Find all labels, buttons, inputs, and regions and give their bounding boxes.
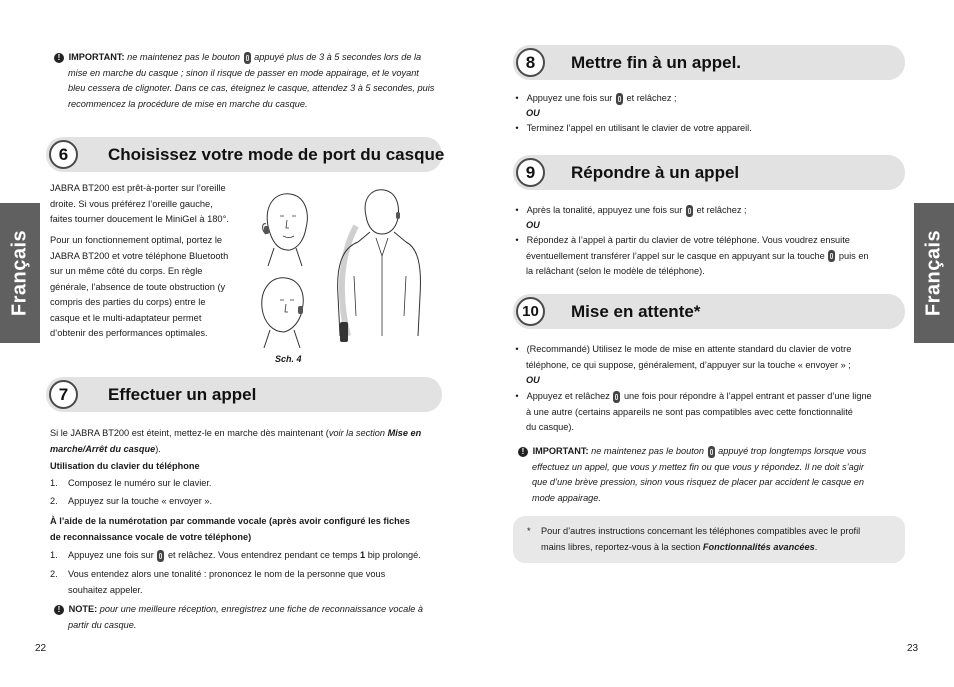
warning-icon: ! — [54, 53, 64, 63]
bullet-text: une fois pour répondre à l’appel entrant et passer d’une ligne — [623, 391, 872, 401]
bullet-text: Appuyez une fois sur — [526, 93, 613, 103]
language-tab-right — [914, 203, 954, 343]
text-line: À l’aide de la numérotation par commande vocale (après avoir configuré les fiches — [50, 516, 410, 526]
important-text: mode appairage. — [532, 492, 601, 503]
section10-bullet-2 — [514, 389, 872, 436]
text-span: voir la section — [328, 428, 388, 438]
section-number: 9 — [516, 158, 545, 187]
bullet-text: éventuellement transférer l’appel sur le casque en appuyant sur la touche — [526, 250, 825, 261]
keypad-step-2 — [50, 494, 212, 510]
section-header-8 — [513, 45, 905, 80]
keypad-heading: Utilisation du clavier du téléphone — [50, 461, 200, 471]
or-label: OU — [526, 375, 540, 385]
head-illustration-front — [250, 186, 320, 268]
text-line: droite. Si vous préférez l’oreille gauche, — [50, 198, 213, 209]
step-text: 1 — [360, 550, 366, 560]
important-label: IMPORTANT: — [68, 52, 125, 62]
section-link: Fonctionnalités avancées — [702, 541, 815, 552]
or-label: OU — [526, 220, 540, 230]
bullet-text: Appuyez et relâchez — [526, 391, 610, 401]
text-span: Si le JABRA BT200 est éteint, mettez-le en marche dès maintenant ( — [50, 428, 329, 438]
bullet-dot: • — [515, 205, 519, 215]
section-header-7 — [46, 377, 442, 412]
section6-para2 — [50, 233, 255, 342]
important-text: appuyé plus de 3 à 5 secondes lors de la — [254, 52, 422, 62]
headset-button-icon — [686, 205, 693, 217]
bullet-text: Terminez l’appel en utilisant le clavier de votre appareil. — [526, 123, 752, 133]
text-line: casque et le multi-adaptateur permet — [50, 312, 202, 323]
text-line: sur un même côté du corps. En règle — [50, 266, 203, 276]
important-block-right — [518, 444, 866, 506]
bullet-text: (Recommandé) Utilisez le mode de mise en attente standard du clavier de votre — [526, 344, 852, 354]
text-line: d’obtenir des performances optimales. — [50, 328, 208, 338]
bullet-text: Après la tonalité, appuyez une fois sur — [526, 205, 683, 215]
bullet-dot: • — [515, 344, 519, 354]
bullet-text: et relâchez ; — [626, 93, 677, 103]
step-text: Appuyez une fois sur — [68, 550, 154, 560]
page-number-left: 22 — [35, 643, 47, 654]
important-text: recommencez la procédure de mise en marche du casque. — [68, 98, 308, 109]
headset-button-icon — [244, 52, 251, 64]
text-line: de reconnaissance vocale de votre téléphone) — [50, 531, 252, 542]
footnote-box — [513, 516, 905, 563]
voice-step-1 — [50, 548, 421, 564]
figure-caption: Sch. 4 — [275, 354, 302, 364]
section9-bullet-2 — [514, 233, 869, 280]
important-text: ne maintenez pas le bouton — [591, 446, 704, 456]
bullet-dot: • — [515, 123, 519, 133]
footnote-text: Pour d’autres instructions concernant les téléphones compatibles avec le profil — [541, 526, 861, 536]
section-title: Répondre à un appel — [571, 163, 740, 182]
bullet-text: du casque). — [526, 422, 575, 432]
bullet-text: puis en — [838, 250, 869, 261]
step-number: 2. — [50, 569, 58, 579]
language-tab-left — [0, 203, 40, 343]
section-title: Effectuer un appel — [108, 385, 257, 404]
bullet-text: Répondez à l’appel à partir du clavier de votre téléphone. Vous voudrez ensuite — [526, 235, 850, 245]
bullet-dot: • — [515, 235, 519, 245]
step-number: 1. — [50, 550, 58, 560]
headset-button-icon — [613, 391, 620, 403]
step-text: bip prolongé. — [367, 550, 421, 560]
language-tab-label: Français — [922, 229, 945, 317]
text-line: générale, l’absence de toute obstruction (y — [50, 281, 226, 292]
step-text: Composez le numéro sur le clavier. — [68, 478, 212, 488]
text-span: ). — [155, 443, 161, 454]
bullet-dot: • — [515, 93, 519, 103]
important-top — [54, 50, 454, 112]
note-text: partir du casque. — [68, 619, 137, 630]
step-number: 2. — [50, 496, 58, 506]
section-title: Mise en attente* — [571, 302, 701, 321]
important-text: effectuez un appel, que vous y mettez fin ou que vous y répondez. Il ne doit s’agir — [532, 461, 864, 472]
warning-icon: ! — [518, 447, 528, 457]
page-number-right: 23 — [907, 643, 919, 654]
footnote-text: . — [814, 541, 818, 552]
section-title: Choisissez votre mode de port du casque — [108, 145, 445, 164]
bullet-text: à une autre (certains appareils ne sont pas compatibles avec cette fonctionnalité — [526, 406, 853, 417]
important-text: mise en marche du casque ; sinon il risque de passer en mode appairage, et le voyant — [68, 67, 419, 78]
voice-step-2 — [50, 567, 385, 598]
section9-bullet-1 — [514, 203, 747, 219]
note-label: NOTE: — [68, 604, 98, 614]
footnote-star: * — [527, 526, 531, 536]
section-number: 6 — [49, 140, 78, 169]
step-text: Appuyez sur la touche « envoyer ». — [68, 496, 213, 506]
warning-icon: ! — [54, 605, 64, 615]
section-link: marche/Arrêt du casque — [50, 443, 156, 454]
bullet-text: et relâchez ; — [696, 205, 747, 215]
text-line: JABRA BT200 et votre téléphone Bluetooth — [50, 250, 229, 261]
important-text: ne maintenez pas le bouton — [127, 52, 240, 62]
step-text: souhaitez appeler. — [68, 584, 143, 595]
head-illustration-side — [252, 272, 312, 348]
section10-bullet-1 — [514, 342, 851, 389]
step-text: et relâchez. Vous entendrez pendant ce temps — [167, 550, 358, 560]
section8-bullet-1 — [514, 91, 677, 107]
step-number: 1. — [50, 478, 58, 488]
bullet-text: la relâchant (selon le modèle de téléphone). — [526, 266, 705, 276]
section8-bullet-2 — [514, 121, 752, 137]
headset-button-icon — [828, 250, 835, 262]
language-tab-label: Français — [8, 229, 31, 317]
step-text: Vous entendez alors une tonalité : prononcez le nom de la personne que vous — [68, 569, 386, 579]
section-header-10 — [513, 294, 905, 329]
keypad-step-1 — [50, 476, 212, 492]
text-line: JABRA BT200 est prêt-à-porter sur l’oreille — [50, 183, 226, 193]
text-line: Pour un fonctionnement optimal, portez le — [50, 235, 223, 245]
headset-button-icon — [616, 93, 623, 105]
person-illustration — [318, 186, 428, 356]
section-title: Mettre fin à un appel. — [571, 53, 742, 72]
section-number: 7 — [49, 380, 78, 409]
important-label: IMPORTANT: — [532, 446, 589, 456]
important-text: que d’une brève pression, sinon vous risquez de placer par accident le casque en — [532, 477, 864, 487]
bullet-text: téléphone, ce qui suppose, généralement, d’appuyer sur la touche « envoyer » ; — [526, 359, 851, 370]
text-line: compris des parties du corps) entre le — [50, 297, 206, 307]
headset-button-icon — [708, 446, 715, 458]
section7-intro — [50, 426, 450, 457]
voice-heading — [50, 514, 410, 545]
bullet-dot: • — [515, 391, 519, 401]
section-number: 8 — [516, 48, 545, 77]
text-line: faites tourner doucement le MiniGel à 180°. — [50, 214, 229, 224]
section-link: Mise en — [387, 428, 422, 438]
footnote-text: mains libres, reportez-vous à la section — [541, 541, 703, 552]
important-text: bleu cessera de clignoter. Dans ce cas, éteignez le casque, attendez 3 à 5 secondes, puis — [68, 83, 435, 93]
note-text: pour une meilleure réception, enregistrez une fiche de reconnaissance vocale à — [99, 604, 424, 614]
section-header-6 — [46, 137, 445, 172]
section6-para1 — [50, 181, 255, 228]
or-label: OU — [526, 108, 540, 118]
headset-button-icon — [157, 550, 164, 562]
section-header-9 — [513, 155, 905, 190]
note-block — [54, 602, 423, 633]
important-text: appuyé trop longtemps lorsque vous — [718, 446, 867, 456]
section-number: 10 — [516, 297, 545, 326]
